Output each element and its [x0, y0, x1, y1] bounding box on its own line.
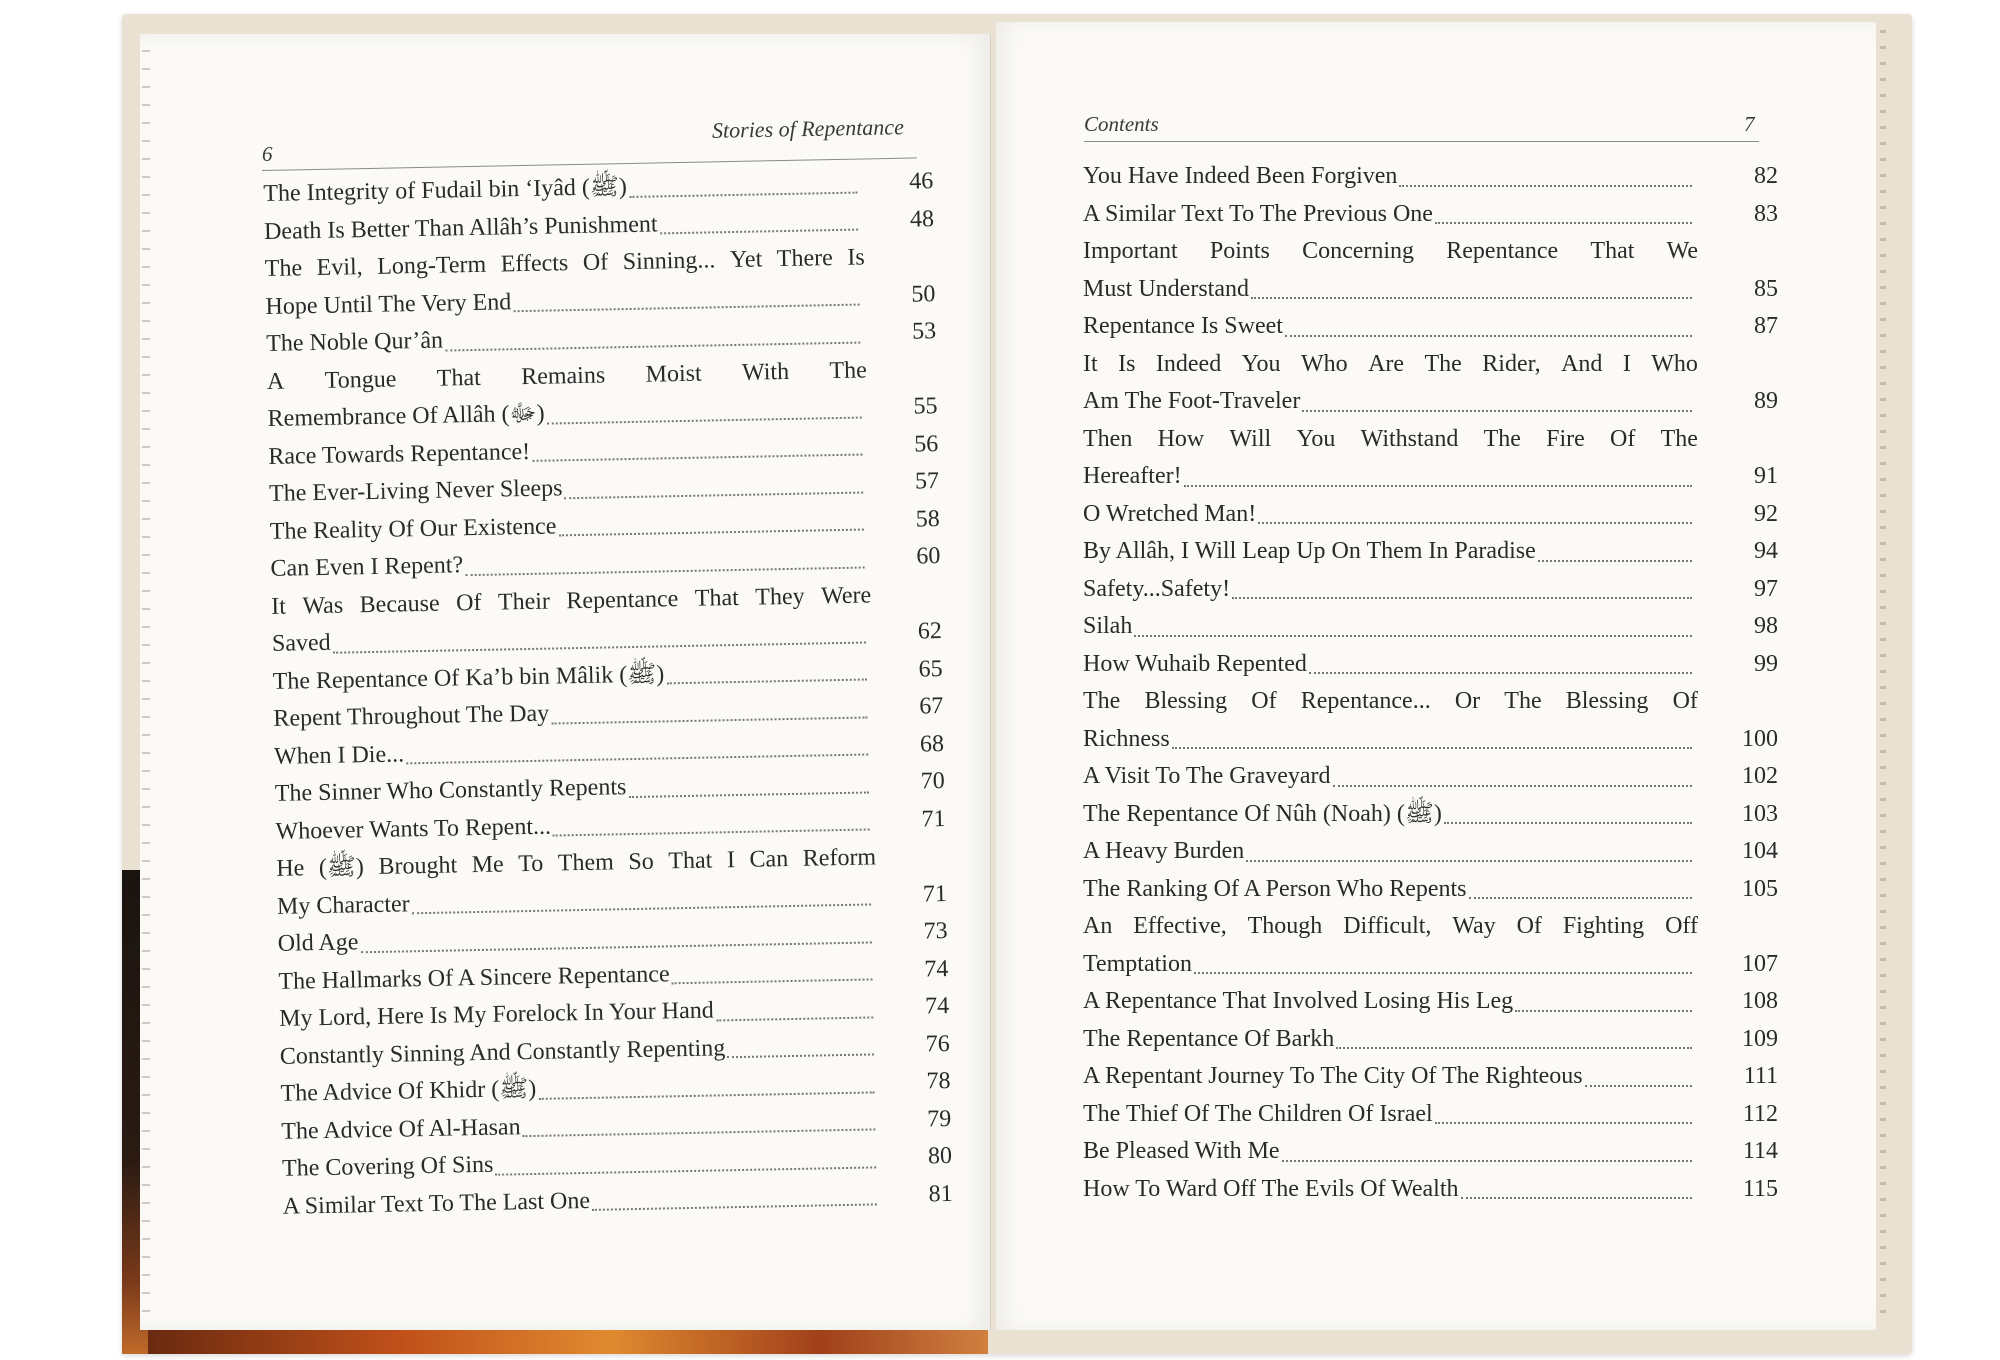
toc-entry-title-line1: A Tongue That Remains Moist With The — [266, 356, 868, 395]
toc-entry-page: 82 — [1754, 163, 1778, 189]
dot-leader — [559, 529, 864, 537]
toc-entry-page: 65 — [918, 655, 943, 683]
dot-leader — [660, 229, 858, 235]
toc-entry — [1083, 1171, 1778, 1209]
dot-leader — [1285, 335, 1692, 337]
toc-entry — [1083, 196, 1778, 234]
toc-entry-title: Repentance Is Sweet — [1083, 313, 1283, 339]
toc-entry-page: 105 — [1742, 875, 1778, 902]
toc-entry-title: You Have Indeed Been Forgiven — [1083, 163, 1398, 189]
dot-leader — [672, 978, 873, 984]
toc-entry-title: Repent Throughout The Day — [273, 700, 550, 732]
toc-entry-title: Constantly Sinning And Constantly Repenting — [279, 1034, 726, 1070]
toc-entry-page: 97 — [1754, 575, 1778, 602]
toc-entry-page: 73 — [923, 917, 948, 945]
toc-entry — [1083, 871, 1778, 909]
toc-entry-title: Temptation — [1083, 950, 1192, 977]
toc-entry — [1083, 908, 1778, 983]
dot-leader — [1585, 1085, 1692, 1087]
toc-entry-page: 108 — [1742, 988, 1778, 1014]
toc-entry-title: The Reality Of Our Existence — [269, 512, 557, 545]
dot-leader — [523, 1128, 876, 1137]
toc-entry-title: The Advice Of Al-Hasan — [281, 1113, 521, 1145]
toc-entry-page: 99 — [1754, 650, 1778, 677]
toc-entry-title: A Similar Text To The Last One — [282, 1187, 591, 1220]
dot-leader — [1515, 1010, 1692, 1012]
toc-entry — [1083, 796, 1778, 834]
dot-leader — [1246, 860, 1692, 862]
toc-entry-title: Richness — [1083, 725, 1170, 752]
toc-entry — [1083, 833, 1778, 871]
dot-leader — [1461, 1197, 1692, 1199]
toc-entry-page: 74 — [924, 992, 950, 1020]
toc-entry-title: The Repentance Of Ka’b bin Mâlik (ﷺ) — [272, 660, 665, 695]
left-running-head: Stories of Repentance — [711, 114, 905, 143]
dot-leader — [1435, 222, 1692, 224]
toc-entry-title: Remembrance Of Allâh (ﷻ) — [267, 400, 545, 432]
right-toc-list — [1083, 158, 1778, 1208]
toc-entry-page: 46 — [908, 168, 934, 195]
toc-entry — [1083, 758, 1778, 796]
toc-entry-page: 71 — [921, 805, 946, 832]
toc-entry — [1083, 983, 1778, 1021]
dot-leader — [333, 641, 866, 653]
toc-entry-page: 83 — [1754, 200, 1778, 227]
toc-entry-title: Saved — [271, 629, 331, 657]
toc-entry — [264, 239, 936, 326]
toc-entry-title: The Advice Of Khidr (ﷺ) — [280, 1075, 537, 1107]
toc-entry-page: 58 — [915, 505, 940, 533]
dot-leader — [1302, 410, 1692, 412]
toc-entry-title: Hereafter! — [1083, 463, 1182, 489]
toc-entry — [1083, 1058, 1778, 1096]
toc-entry-page: 114 — [1742, 1138, 1778, 1164]
dot-leader — [1444, 822, 1692, 824]
dot-leader — [445, 341, 860, 351]
toc-entry-title: The Hallmarks Of A Sincere Repentance — [278, 960, 670, 995]
dot-leader — [551, 716, 867, 724]
dot-leader — [553, 828, 870, 836]
toc-entry-page: 107 — [1742, 950, 1778, 977]
toc-entry-page: 98 — [1754, 613, 1778, 639]
toc-entry — [271, 577, 943, 664]
dot-leader — [1172, 747, 1692, 749]
dot-leader — [1538, 560, 1692, 562]
binding-stitch-left — [142, 50, 150, 1320]
toc-entry-page: 60 — [916, 543, 941, 570]
toc-entry-page: 50 — [911, 280, 936, 308]
toc-entry-page: 68 — [919, 730, 945, 757]
dot-leader — [465, 566, 864, 576]
toc-entry-title-line1: It Was Because Of Their Repentance That They Were — [271, 581, 872, 620]
toc-entry-title: Whoever Wants To Repent... — [275, 813, 552, 845]
toc-entry-page: 57 — [914, 468, 940, 495]
binding-stitch-right — [1880, 30, 1886, 1320]
toc-entry — [1083, 683, 1778, 758]
dot-leader — [1194, 972, 1692, 974]
dot-leader — [513, 304, 859, 313]
toc-entry-title: How Wuhaib Repented — [1083, 650, 1307, 677]
toc-entry-title: Old Age — [277, 929, 359, 957]
toc-entry — [1083, 421, 1778, 496]
toc-entry-page: 67 — [919, 693, 944, 720]
dot-leader — [1469, 897, 1692, 899]
toc-entry-title: The Integrity of Fudail bin ‘Iyâd (ﷺ) — [263, 174, 628, 207]
dot-leader — [1399, 185, 1692, 187]
toc-entry-title: How To Ward Off The Evils Of Wealth — [1083, 1175, 1459, 1202]
toc-entry-title: A Repentant Journey To The City Of The Righteous — [1083, 1063, 1583, 1089]
dot-leader — [628, 791, 868, 798]
right-page-number: 7 — [1744, 112, 1755, 136]
toc-entry-page: 87 — [1754, 313, 1778, 339]
toc-entry — [1083, 1096, 1778, 1134]
toc-entry-page: 81 — [928, 1180, 953, 1207]
toc-entry — [1083, 1021, 1778, 1059]
toc-entry-page: 78 — [926, 1067, 951, 1095]
toc-entry-title-line1: Important Points Concerning Repentance That We — [1083, 238, 1698, 264]
dot-leader — [1134, 635, 1692, 637]
toc-entry-page: 70 — [920, 768, 945, 795]
toc-entry-title: A Heavy Burden — [1083, 838, 1245, 864]
toc-entry-title: Must Understand — [1083, 275, 1249, 302]
dot-leader — [495, 1166, 876, 1175]
toc-entry-page: 100 — [1742, 725, 1778, 752]
toc-entry — [1083, 533, 1778, 571]
toc-entry-page: 92 — [1754, 500, 1778, 527]
toc-entry-title: My Character — [276, 890, 410, 920]
toc-entry-title: The Repentance Of Nûh (Noah) (ﷺ) — [1083, 800, 1442, 827]
toc-entry-title: My Lord, Here Is My Forelock In Your Hand — [278, 997, 714, 1032]
toc-entry-title: Death Is Better Than Allâh’s Punishment — [263, 210, 658, 245]
toc-entry-page: 94 — [1754, 538, 1778, 564]
dot-leader — [1336, 1047, 1692, 1049]
toc-entry-title-line1: Then How Will You Withstand The Fire Of The — [1083, 425, 1698, 452]
toc-entry-title: Can Even I Repent? — [270, 552, 464, 582]
dot-leader — [1184, 485, 1692, 487]
toc-entry-title-line1: It Is Indeed You Who Are The Rider, And I Who — [1083, 350, 1698, 377]
toc-entry-page: 103 — [1742, 800, 1778, 827]
toc-entry-title-line1: The Evil, Long-Term Effects Of Sinning... Yet There Is — [264, 244, 865, 282]
toc-entry-page: 85 — [1754, 275, 1778, 302]
toc-entry-title: Silah — [1083, 613, 1133, 639]
toc-entry-title: O Wretched Man! — [1083, 500, 1257, 527]
toc-entry — [1083, 233, 1778, 308]
toc-entry-title: Race Towards Repentance! — [268, 438, 531, 470]
left-toc-list — [263, 164, 953, 1225]
toc-entry-page: 79 — [926, 1105, 952, 1132]
dot-leader — [406, 753, 868, 764]
toc-entry-title-line1: An Effective, Though Difficult, Way Of Fighting Off — [1083, 913, 1698, 939]
dot-leader — [547, 416, 862, 424]
toc-entry — [1083, 308, 1778, 346]
toc-entry-title: When I Die... — [273, 740, 405, 770]
toc-entry-page: 115 — [1742, 1175, 1778, 1202]
toc-entry — [1083, 646, 1778, 684]
toc-entry — [1083, 158, 1778, 196]
toc-entry — [266, 352, 938, 439]
right-running-head: Contents — [1084, 112, 1159, 136]
toc-entry — [1083, 346, 1778, 421]
toc-entry-title-line1: He (ﷺ) Brought Me To Them So That I Can Reform — [276, 844, 877, 882]
toc-entry-page: 76 — [925, 1030, 951, 1057]
toc-entry-title: Am The Foot-Traveler — [1083, 388, 1301, 414]
dot-leader — [716, 1016, 873, 1021]
toc-entry-title: Hope Until The Very End — [265, 288, 512, 320]
dot-leader — [1232, 597, 1692, 599]
toc-entry-title: A Visit To The Graveyard — [1083, 763, 1331, 789]
toc-entry-page: 89 — [1754, 388, 1778, 414]
toc-entry-title: By Allâh, I Will Leap Up On Them In Paradise — [1083, 538, 1536, 564]
toc-entry-title: The Thief Of The Children Of Israel — [1083, 1100, 1433, 1127]
toc-entry-title: The Noble Qur’ân — [265, 327, 444, 357]
toc-entry-title: A Repentance That Involved Losing His Leg — [1083, 988, 1514, 1014]
toc-entry-page: 62 — [917, 618, 943, 645]
toc-entry-page: 104 — [1742, 838, 1778, 864]
toc-entry — [1083, 1133, 1778, 1171]
toc-entry-page: 112 — [1742, 1100, 1778, 1127]
toc-entry-page: 48 — [909, 205, 935, 233]
toc-entry — [1083, 571, 1778, 609]
toc-entry-title: A Similar Text To The Previous One — [1083, 200, 1433, 227]
toc-entry-title: The Sinner Who Constantly Repents — [274, 774, 627, 807]
dot-leader — [1309, 672, 1692, 674]
toc-entry-title: The Ranking Of A Person Who Repents — [1083, 875, 1467, 902]
toc-entry — [1083, 608, 1778, 646]
dot-leader — [412, 903, 871, 914]
dot-leader — [361, 941, 872, 953]
toc-entry — [1083, 496, 1778, 534]
toc-entry-title: The Covering Of Sins — [281, 1151, 494, 1182]
dot-leader — [629, 191, 857, 197]
left-page-number: 6 — [262, 142, 273, 166]
dot-leader — [1251, 297, 1692, 299]
right-header-rule — [1084, 141, 1759, 142]
toc-entry-title: The Ever-Living Never Sleeps — [268, 475, 563, 507]
toc-entry-page: 111 — [1743, 1063, 1778, 1089]
toc-entry-title: The Repentance Of Barkh — [1083, 1025, 1335, 1052]
toc-entry-page: 109 — [1742, 1025, 1778, 1052]
toc-entry-title: Safety...Safety! — [1083, 575, 1231, 602]
toc-entry-page: 71 — [922, 880, 948, 907]
dot-leader — [727, 1053, 874, 1058]
toc-entry-title: Be Pleased With Me — [1083, 1138, 1280, 1164]
toc-entry-page: 56 — [914, 430, 939, 458]
dot-leader — [565, 491, 864, 499]
dot-leader — [1258, 522, 1692, 524]
dot-leader — [1282, 1160, 1692, 1162]
dot-leader — [1435, 1122, 1692, 1124]
toc-entry-page: 102 — [1742, 763, 1778, 789]
dot-leader — [538, 1091, 874, 1099]
dot-leader — [592, 1203, 877, 1210]
toc-entry — [276, 839, 948, 926]
dot-leader — [1333, 785, 1692, 787]
toc-entry-page: 91 — [1754, 463, 1778, 489]
toc-entry-page: 53 — [911, 318, 937, 345]
dot-leader — [532, 454, 862, 462]
toc-entry-title-line1: The Blessing Of Repentance... Or The Blessing Of — [1083, 688, 1698, 714]
toc-entry-page: 55 — [913, 393, 938, 420]
toc-entry-page: 80 — [927, 1142, 953, 1170]
dot-leader — [666, 679, 866, 685]
toc-entry-page: 74 — [924, 955, 949, 982]
cover-bottom-edge — [148, 1330, 988, 1354]
